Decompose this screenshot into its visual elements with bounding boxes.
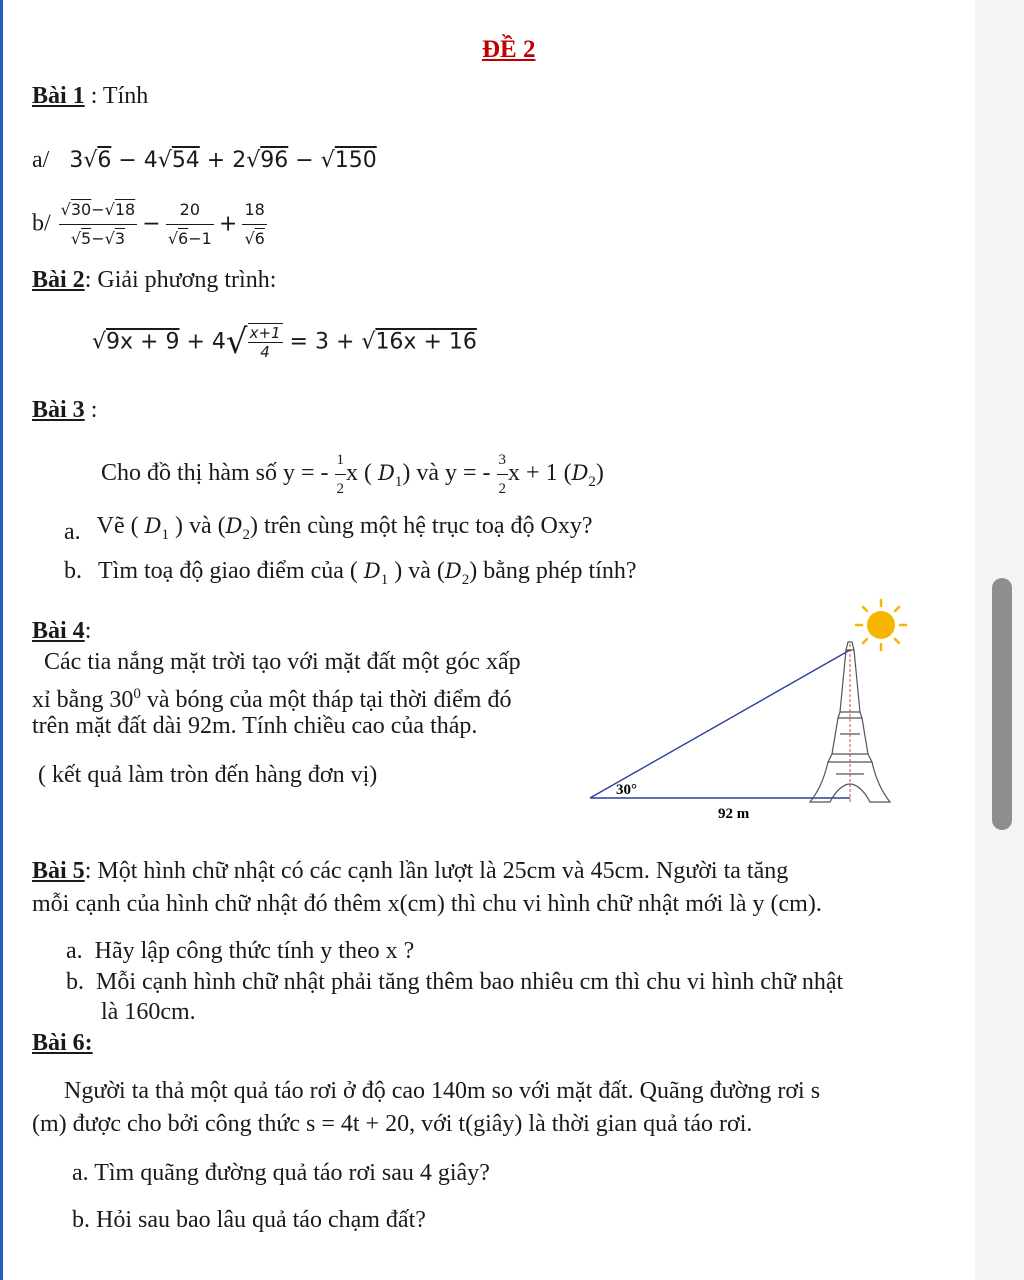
bai2-heading: Bài 2 xyxy=(32,267,85,293)
bai3-b xyxy=(64,557,637,594)
subscript: 2 xyxy=(461,571,470,588)
radicand: 54 xyxy=(171,148,200,173)
subscript: 1 xyxy=(394,473,403,490)
bai4-line-3: trên mặt đất dài 92m. Tính chiều cao của tháp. xyxy=(32,713,478,739)
bai6-a: a. Tìm quãng đường quả táo rơi sau 4 giây? xyxy=(72,1160,490,1186)
subscript: 1 xyxy=(161,526,169,543)
text: xỉ bằng 30 xyxy=(32,687,134,713)
bai1-a-expression: 3√6 − 4√54 + 2√96 − √150 xyxy=(69,148,377,173)
radicand: 3 xyxy=(114,229,126,248)
subscript: 2 xyxy=(242,526,250,543)
operator: + xyxy=(199,148,233,173)
radicand: 30 xyxy=(70,200,92,219)
sun-ray-line xyxy=(590,650,850,798)
bai3-heading-line xyxy=(32,396,97,424)
numerator: 3 xyxy=(497,446,509,475)
bai4-heading: Bài 4 xyxy=(32,618,85,644)
radicand: 5 xyxy=(81,229,92,248)
operator: + 4 xyxy=(179,329,226,355)
bai2-equation: √9x + 9 + 4√ $\frac{x+1}{4}$ = 3 + √16x + 16 xyxy=(92,322,477,362)
text: Mỗi cạnh hình chữ nhật phải tăng thêm bao nhiêu cm thì chu vi hình chữ nhật xyxy=(96,969,844,995)
fraction-3: $\frac{18}{√6}$ xyxy=(242,196,266,253)
radicand: 150 xyxy=(334,148,377,173)
text: ) và y = - xyxy=(402,460,497,487)
operator: − xyxy=(91,229,105,248)
distance-label: 92 m xyxy=(718,806,750,822)
bai3-heading: Bài 3 xyxy=(32,397,85,423)
radicand: 6 xyxy=(178,229,189,248)
bai4-heading-line xyxy=(32,617,91,645)
subscript: 2 xyxy=(588,473,596,490)
bai1-b-label: b/ xyxy=(32,210,51,237)
fraction xyxy=(335,446,347,503)
bai2-heading-line xyxy=(32,266,276,294)
operator: − xyxy=(142,211,161,237)
radicand: 6 xyxy=(97,148,112,173)
term-coef: 2 xyxy=(232,148,247,173)
line-name: D xyxy=(378,461,395,486)
bai6-heading: Bài 6: xyxy=(32,1030,93,1056)
denominator: 4 xyxy=(260,343,270,361)
bai1-instruction: : Tính xyxy=(84,83,149,109)
operator: − xyxy=(111,148,144,173)
text: Hãy lập công thức tính y theo x ? xyxy=(94,938,415,964)
operator: + xyxy=(218,211,238,237)
bai5-b-continued: là 160cm. xyxy=(101,999,196,1025)
bai4-line-2 xyxy=(32,680,511,714)
bai3-intro xyxy=(101,446,604,503)
bai1-b-expression xyxy=(59,200,267,248)
bai6-line-1: Người ta thả một quả táo rơi ở độ cao 140m so với mặt đất. Quãng đường rơi s xyxy=(64,1078,821,1104)
bai4-colon: : xyxy=(84,618,92,644)
text: Tìm toạ độ giao điểm của ( xyxy=(98,558,364,584)
bai1-a xyxy=(32,146,377,175)
numerator: 18 xyxy=(242,196,266,225)
line-name: D xyxy=(144,514,162,538)
radicand: 18 xyxy=(114,200,136,219)
term-coef: 4 xyxy=(143,148,158,173)
radicand: 9x + 9 xyxy=(106,329,180,355)
bai6-line-2: (m) được cho bởi công thức s = 4t + 20, với t(giây) là thời gian quả táo rơi. xyxy=(32,1111,753,1137)
text: ) trên cùng một hệ trục toạ độ Oxy? xyxy=(249,513,593,539)
line-name: D xyxy=(363,559,381,583)
angle-label: 30° xyxy=(616,782,637,798)
tower-shadow-diagram xyxy=(578,594,918,830)
bai4-line-1: Các tia nắng mặt trời tạo với mặt đất một góc xấp xyxy=(44,649,521,675)
operator: − xyxy=(91,200,105,219)
line-name: D xyxy=(571,461,589,486)
radicand: 6 xyxy=(254,229,265,248)
item-label: b. xyxy=(66,969,84,995)
bai5-heading: Bài 5 xyxy=(32,858,85,884)
numerator: 1 xyxy=(335,446,347,475)
bai5-line-1 xyxy=(32,857,788,885)
text: ) xyxy=(595,460,604,487)
bai3-colon: : xyxy=(84,397,98,423)
text: Cho đồ thị hàm số y = - xyxy=(101,460,335,487)
bai1-a-label: a/ xyxy=(32,147,50,173)
text: x + 1 ( xyxy=(508,460,572,487)
numerator: x+1 xyxy=(249,324,281,342)
bai3-a xyxy=(64,512,593,549)
bai1-b xyxy=(32,196,267,253)
text: và bóng của một tháp tại thời điểm đó xyxy=(140,687,512,713)
fraction-radicand xyxy=(248,323,283,361)
bai4-line-4: ( kết quả làm tròn đến hàng đơn vị) xyxy=(38,762,378,788)
left-border xyxy=(0,0,3,1280)
scrollbar-thumb[interactable] xyxy=(992,578,1012,830)
term-coef: 3 xyxy=(69,148,84,173)
bai1-heading: Bài 1 xyxy=(32,83,85,109)
item-label: a. xyxy=(66,938,83,964)
line-name: D xyxy=(444,559,462,583)
sun-icon xyxy=(856,600,906,650)
denominator-rest: −1 xyxy=(188,229,212,248)
bai6-heading-line xyxy=(32,1029,93,1057)
text: ) và ( xyxy=(168,513,226,539)
fraction-2: $\frac{20}{√6-1}$ xyxy=(166,196,214,253)
bai5-a xyxy=(66,937,414,965)
bai1-heading-line xyxy=(32,82,148,110)
bai6-b: b. Hỏi sau bao lâu quả táo chạm đất? xyxy=(72,1207,426,1233)
item-label: a. xyxy=(64,519,81,545)
page-title: ĐỀ 2 xyxy=(482,36,536,63)
text: x ( xyxy=(346,460,379,487)
text: ) và ( xyxy=(388,558,445,584)
text: Vẽ ( xyxy=(96,513,145,539)
item-label: b. xyxy=(64,558,82,584)
text: ) bằng phép tính? xyxy=(469,558,637,584)
bai5-line-2: mỗi cạnh của hình chữ nhật đó thêm x(cm) thì chu vi hình chữ nhật mới là y (cm). xyxy=(32,891,822,917)
bai5-b xyxy=(66,968,843,996)
denominator: 2 xyxy=(336,481,345,497)
subscript: 1 xyxy=(380,571,389,588)
radicand: 16x + 16 xyxy=(375,329,477,355)
radicand: 96 xyxy=(260,148,289,173)
denominator: 2 xyxy=(498,481,507,497)
superscript: 0 xyxy=(133,686,141,702)
bai2-instruction: : Giải phương trình: xyxy=(84,267,277,293)
text: : Một hình chữ nhật có các cạnh lần lượt là 25cm và 45cm. Người ta tăng xyxy=(84,858,789,884)
line-name: D xyxy=(225,514,243,538)
fraction xyxy=(497,446,509,503)
fraction-1: $\frac{√30-√18}{√5-√3}$ xyxy=(59,196,138,253)
operator: − xyxy=(288,148,321,173)
operator: = 3 + xyxy=(282,329,362,355)
numerator: 20 xyxy=(166,196,214,225)
